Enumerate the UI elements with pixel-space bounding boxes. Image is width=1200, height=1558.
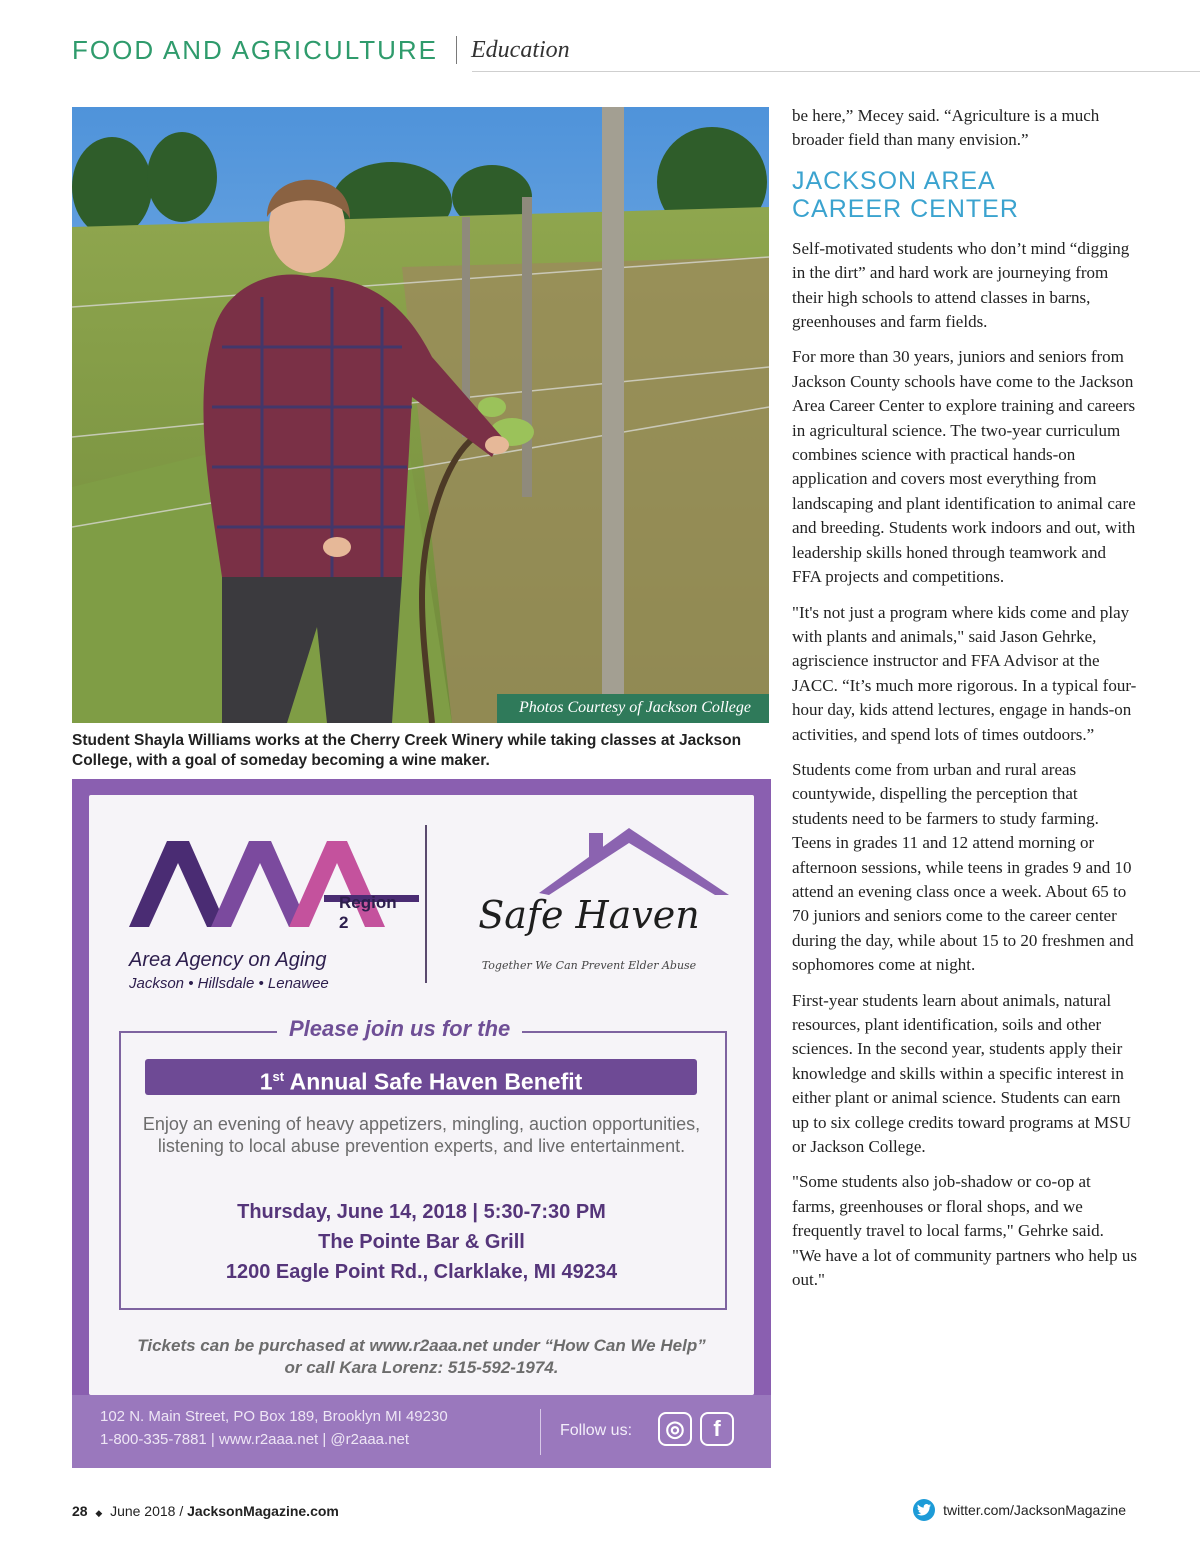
- footer-bullet: ◆: [95, 1508, 103, 1518]
- banner-ordinal: 1: [259, 1068, 273, 1095]
- site-link[interactable]: JacksonMagazine.com: [187, 1503, 339, 1519]
- facebook-icon[interactable]: f: [700, 1412, 734, 1446]
- section-title: FOOD AND AGRICULTURE: [72, 34, 439, 65]
- vineyard-photo: [72, 107, 769, 723]
- event-address: 1200 Eagle Point Rd., Clarklake, MI 49234: [225, 1261, 618, 1283]
- header-rule: [472, 71, 1200, 72]
- article-paragraph: "Some students also job-shadow or co-op at farms, greenhouses or floral shops, and we frequently travel to local farms," Gehrke said. "We have a lot of community partners who help us out.": [792, 1172, 1138, 1290]
- follow-label: Follow us:: [560, 1422, 633, 1439]
- article-paragraph: "It's not just a program where kids come and play with plants and animals," said Jason Gehrke, agriscience instructor and FFA Advisor at the JACC. “It’s much more rigorous. In a typical four-hour day, kids attend lectures, engage in hands-on activities, and spend lots of times outdoors.”: [792, 602, 1137, 744]
- issue-date: June 2018 /: [110, 1503, 184, 1519]
- agency-name: Area Agency on Aging: [129, 949, 327, 971]
- house-roof-icon: [439, 823, 739, 903]
- ticket-info: Tickets can be purchased at www.r2aaa.net under “How Can We Help” or call Kara Lorenz: 515-592-1974.: [137, 1336, 706, 1377]
- event-date: Thursday, June 14, 2018 | 5:30-7:30 PM: [237, 1201, 606, 1223]
- article-paragraph: First-year students learn about animals, natural resources, plant identification, soils and other sciences. In the second year, students apply their knowledge and skills within a specific interest in either plant or animal science. Students can earn up to six college credits toward programs at MSU or Jackson College.: [792, 990, 1131, 1157]
- region-label: Region 2: [339, 893, 397, 932]
- logo-divider: [425, 825, 427, 983]
- article-column: [792, 104, 1137, 1303]
- photo-credit: Photos Courtesy of Jackson College: [497, 694, 769, 723]
- twitter-handle[interactable]: [913, 1499, 1126, 1521]
- safe-haven-tagline: Together We Can Prevent Elder Abuse: [481, 959, 697, 972]
- article-paragraph: be here,” Mecey said. “Agriculture is a much broader field than many envision.”: [792, 106, 1100, 150]
- page-footer: [72, 1503, 339, 1519]
- article-paragraph: Students come from urban and rural areas countywide, dispelling the perception that students need to be farmers to study farming. Teens in grades 11 and 12 attend morning or afternoon sessions, while teens in grades 9 and 10 attend an evening class once a week. About 65 to 70 juniors and seniors come to the career center during the day, while about 15 to 20 freshmen and sophomores come at night.: [792, 759, 1134, 975]
- instagram-icon[interactable]: ◎: [658, 1412, 692, 1446]
- heading-line-1: JACKSON AREA: [792, 166, 996, 195]
- ad-phone-web: 1-800-335-7881 | www.r2aaa.net | @r2aaa.net: [100, 1431, 410, 1448]
- page-header: [72, 30, 570, 70]
- section-heading: [792, 167, 1137, 223]
- banner-ordinal-suffix: st: [272, 1069, 285, 1084]
- page-number: 28: [72, 1503, 88, 1519]
- county-list: Jackson • Hillsdale • Lenawee: [129, 975, 329, 992]
- invitation-heading: Please join us for the: [277, 1016, 522, 1042]
- event-title-banner: [145, 1059, 697, 1095]
- subsection-title: Education: [471, 36, 570, 63]
- header-divider: [456, 36, 457, 64]
- event-venue: The Pointe Bar & Grill: [318, 1231, 525, 1253]
- safe-haven-name: Safe Haven: [478, 893, 700, 937]
- article-paragraph: Self-motivated students who don’t mind “digging in the dirt” and hard work are journeying from their high schools to attend classes in barns, greenhouses and farm fields.: [792, 238, 1130, 332]
- ad-panel: [89, 795, 754, 1395]
- ad-footer: [72, 1395, 771, 1468]
- twitter-icon: [913, 1499, 935, 1521]
- twitter-url: twitter.com/JacksonMagazine: [943, 1502, 1126, 1518]
- ad-address: 102 N. Main Street, PO Box 189, Brooklyn MI 49230: [100, 1408, 448, 1425]
- photo-caption: Student Shayla Williams works at the Cherry Creek Winery while taking classes at Jackson College, with a goal of someday becoming a wine maker.: [72, 732, 742, 769]
- banner-title: Annual Safe Haven Benefit: [284, 1068, 583, 1095]
- safe-haven-logo: [439, 823, 739, 972]
- safe-haven-advertisement: [72, 779, 771, 1468]
- event-description: Enjoy an evening of heavy appetizers, mingling, auction opportunities, listening to local abuse prevention experts, and live entertainment.: [142, 1114, 701, 1156]
- event-details: [129, 1197, 714, 1287]
- ad-contact: [100, 1405, 540, 1451]
- article-paragraph: For more than 30 years, juniors and seniors from Jackson County schools have come to the Jackson Area Career Center to explore training and careers in agricultural science. The two-year curriculum combines science with practical hands-on application and covers most everything from landscaping and plant identification to animal care and breeding. Students work indoors and out, with leadership skills honed through teamwork and FFA projects and competitions.: [792, 347, 1136, 587]
- heading-line-2: CAREER CENTER: [792, 194, 1019, 223]
- ad-footer-divider: [540, 1409, 541, 1455]
